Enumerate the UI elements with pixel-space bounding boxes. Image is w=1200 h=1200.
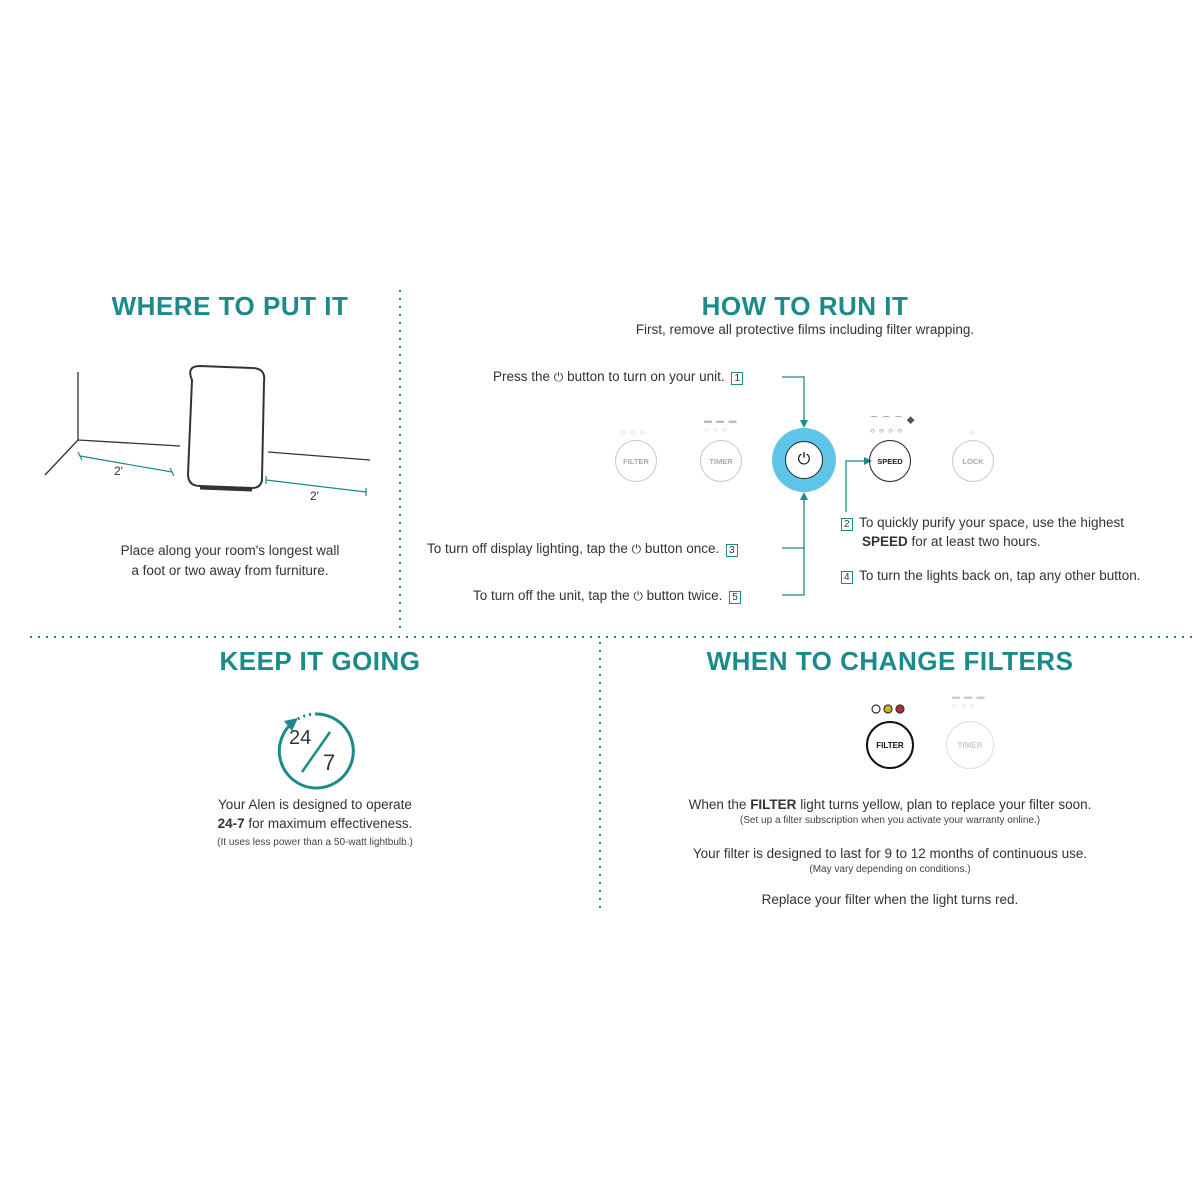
badge-24: 24 xyxy=(289,727,312,749)
filters-p2: Your filter is designed to last for 9 to 12 months of continuous use. xyxy=(692,846,1088,861)
filter-button[interactable]: FILTER xyxy=(615,440,657,482)
run-step3: To turn off display lighting, tap the ⏻ button once. 3 xyxy=(427,541,741,557)
where-line1: Place along your room's longest wall xyxy=(120,543,340,558)
run-step1: Press the ⏻ button to turn on your unit. 1 xyxy=(493,369,746,385)
twenty-four-seven-badge xyxy=(272,706,362,796)
keep-line2: 24-7 for maximum effectiveness. xyxy=(217,816,413,831)
keep-line1: Your Alen is designed to operate xyxy=(218,797,412,812)
power-icon: ⏻ xyxy=(797,451,811,468)
dimension-right-label: 2' xyxy=(310,489,319,503)
filter-button-lit[interactable]: FILTER xyxy=(866,721,914,769)
run-heading: HOW TO RUN IT xyxy=(701,291,909,321)
filters-p3: Replace your filter when the light turns red. xyxy=(761,892,1019,907)
filters-p2-note: (May vary depending on conditions.) xyxy=(809,864,971,875)
timer-button[interactable]: TIMER xyxy=(700,440,742,482)
filter-status-leds xyxy=(868,700,918,718)
where-line2: a foot or two away from furniture. xyxy=(131,563,329,578)
filters-heading: WHEN TO CHANGE FILTERS xyxy=(706,646,1074,676)
filters-p1-note: (Set up a filter subscription when you activate your warranty online.) xyxy=(739,815,1041,826)
where-heading: WHERE TO PUT IT xyxy=(111,291,349,321)
timer-leds-faded: ▬ ▬ ▬ ○ ○ ○ xyxy=(952,692,986,710)
run-step4: 4 To turn the lights back on, tap any other button. xyxy=(838,568,1141,584)
run-step2: 2 To quickly purify your space, use the highest SPEED for at least two hours. xyxy=(838,513,1124,551)
keep-note: (It uses less power than a 50-watt lightbulb.) xyxy=(217,837,413,848)
filter-leds: ○ ○ ○ xyxy=(620,427,647,437)
lock-button[interactable]: LOCK xyxy=(952,440,994,482)
step-number-3: 3 xyxy=(726,544,738,557)
dimension-left-label: 2' xyxy=(114,464,123,478)
step-number-4: 4 xyxy=(841,571,853,584)
timer-leds: ▬ ▬ ▬ ○ ○ ○ xyxy=(704,416,738,434)
run-subtitle: First, remove all protective films including filter wrapping. xyxy=(635,322,975,337)
timer-button-faded[interactable]: TIMER xyxy=(946,721,994,769)
filters-p1: When the FILTER light turns yellow, plan to replace your filter soon. xyxy=(688,797,1092,812)
step-number-1: 1 xyxy=(731,372,743,385)
power-icon: ⏻ xyxy=(553,370,564,384)
speed-leds: ⌒ ⌒ ⌒ ◆ ○ ○ ○ ○ xyxy=(870,416,916,435)
power-button[interactable] xyxy=(772,428,836,492)
speed-button[interactable]: SPEED xyxy=(869,440,911,482)
step-number-2: 2 xyxy=(841,518,853,531)
badge-7: 7 xyxy=(323,750,336,775)
power-icon: ⏻ xyxy=(633,589,643,603)
power-icon: ⏻ xyxy=(631,542,642,556)
step-number-5: 5 xyxy=(729,591,741,604)
run-step5: To turn off the unit, tap the ⏻ button twice. 5 xyxy=(473,588,744,604)
lock-led: ○ xyxy=(970,427,977,437)
keep-heading: KEEP IT GOING xyxy=(219,646,421,676)
